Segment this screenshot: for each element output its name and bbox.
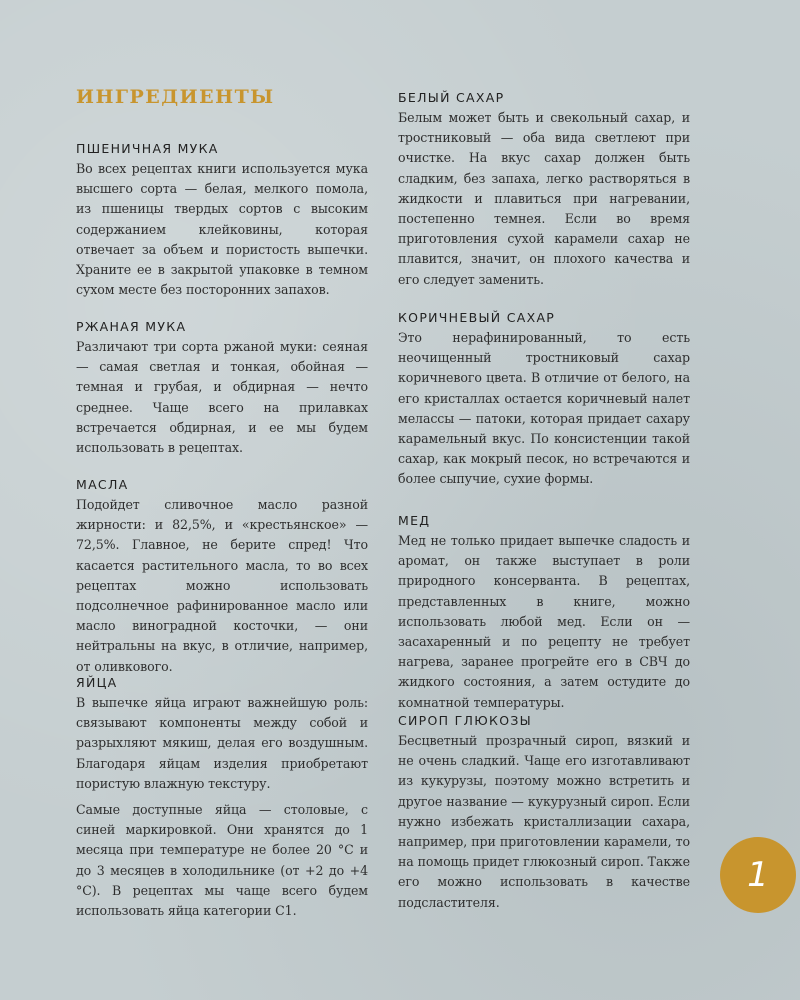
section-heading: ЯЙЦА (76, 675, 118, 690)
section-heading: ПШЕНИЧНАЯ МУКА (76, 141, 219, 156)
section-heading: КОРИЧНЕВЫЙ САХАР (398, 310, 556, 325)
section-paragraph: Белым может быть и свекольный сахар, и тростниковый — оба вида светлеют при очистке. На вкус сахар должен быть сладким, без запаха, легко растворяться в жидкости и плавиться при нагревании, постепенно темнея. Если во время приготовления сухой карамели сахар не плавится, значит, он плохого качества и его следует заменить. (398, 110, 690, 287)
section-wheat-flour (76, 140, 368, 306)
section-glucose-syrup (398, 712, 690, 919)
section-heading: БЕЛЫЙ САХАР (398, 90, 505, 105)
section-paragraph: Во всех рецептах книги используется мука высшего сорта — белая, мелкого помола, из пшеницы твердых сортов с высоким содержанием клейковины, которая отвечает за объем и пористость выпечки. Храните ее в закрытой упаковке в темном сухом месте без посторонних запахов. (76, 161, 368, 298)
section-paragraph: Самые доступные яйца — столовые, с синей маркировкой. Они хранятся до 1 месяца при температуре не более 20 °C и до 3 месяцев в холодильнике (от +2 до +4 °C). В рецептах мы чаще всего будем использовать яйца категории С1. (76, 802, 368, 919)
section-heading: МЕД (398, 513, 431, 528)
section-white-sugar (398, 89, 690, 296)
section-paragraph: Мед не только придает выпечке сладость и аромат, он также выступает в роли природного консерванта. В рецептах, представленных в книге, можно использовать любой мед. Если он — засахаренный и по рецепту не требует нагрева, заранее прогрейте его в СВЧ до жидкого состояния, а затем остудите до комнатной температуры. (398, 533, 690, 710)
section-paragraph: Различают три сорта ржаной муки: сеяная — самая светлая и тонкая, обойная — темная и грубая, и обдирная — нечто среднее. Чаще всего на прилавках встречается обдирная, и ее мы будем использовать в рецептах. (76, 339, 368, 456)
section-paragraph: В выпечке яйца играют важнейшую роль: связывают компоненты между собой и разрыхляют мякиш, делая его воздушным. Благодаря яйцам изделия приобретают пористую влажную текстуру. (76, 695, 368, 791)
section-brown-sugar (398, 309, 690, 496)
section-paragraph: Подойдет сливочное масло разной жирности: и 82,5%, и «крестьянское» — 72,5%. Главное, не берите спред! Что касается растительного масла, то во всех рецептах можно использовать подсолнечное рафинированное масло или масло виноградной косточки, — они нейтральны на вкус, в отличие, например, от оливкового. (76, 497, 368, 674)
section-oils (76, 476, 368, 683)
section-paragraph: Это нерафинированный, то есть неочищенный тростниковый сахар коричневого цвета. В отличие от белого, на его кристаллах остается коричневый налет мелассы — патоки, которая придает сахару карамельный вкус. По консистенции такой сахар, как мокрый песок, но встречаются и более сыпучие, сухие формы. (398, 330, 690, 487)
section-heading: РЖАНАЯ МУКА (76, 319, 187, 334)
section-paragraph: Бесцветный прозрачный сироп, вязкий и не очень сладкий. Чаще его изготавливают из кукурузы, поэтому можно встретить и другое название — кукурузный сироп. Если нужно избежать кристаллизации сахара, например, при приготовлении карамели, то на помощь придет глюкозный сироп. Также его можно использовать в качестве подсластителя. (398, 733, 690, 910)
section-eggs (76, 674, 368, 927)
page-title: ИНГРЕДИЕНТЫ (76, 86, 275, 108)
section-rye-flour (76, 318, 368, 464)
section-heading: МАСЛА (76, 477, 129, 492)
section-honey (398, 512, 690, 719)
page-number-badge: 1 (720, 837, 796, 913)
section-heading: СИРОП ГЛЮКОЗЫ (398, 713, 533, 728)
